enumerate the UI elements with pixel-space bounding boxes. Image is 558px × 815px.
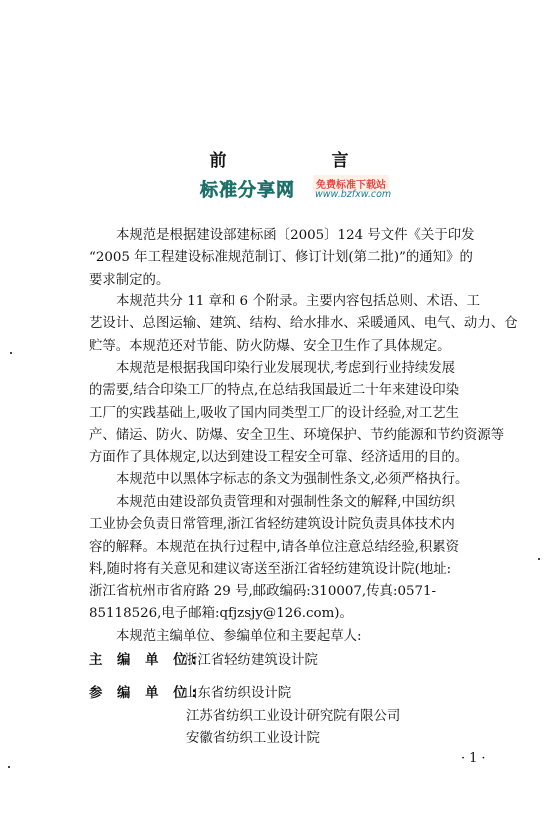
paragraph-line: 本规范中以黑体字标志的条文为强制性条文,必须严格执行。 bbox=[116, 472, 469, 487]
scan-speck bbox=[10, 352, 12, 354]
scan-speck bbox=[538, 558, 540, 560]
co-unit-value: 安徽省纺织工业设计院 bbox=[186, 731, 320, 746]
paragraph-management bbox=[89, 492, 500, 626]
paragraph-background bbox=[89, 358, 505, 469]
paragraph-line: 的需要,结合印染工厂的特点,在总结我国最近二十年来建设印染 bbox=[89, 383, 460, 399]
paragraph-line: 本规范是根据建设部建标函〔2005〕124 号文件《关于印发 bbox=[116, 228, 475, 243]
paragraph-line: 本规范由建设部负责管理和对强制性条文的解释,中国纺织 bbox=[116, 495, 456, 510]
co-unit-value: 江苏省纺织工业设计研究院有限公司 bbox=[186, 709, 401, 724]
watermark-side-top: 免费标准下载站 bbox=[313, 175, 389, 192]
watermark-main-text: 标准分享网 bbox=[200, 180, 295, 201]
paragraph-line: 容的解释。本规范在执行过程中,请各单位注意总结经验,积累资 bbox=[89, 539, 460, 555]
co-unit-row bbox=[89, 683, 291, 705]
page-title: 前 言 bbox=[209, 151, 393, 171]
chief-unit-label: 主 编 单 位: bbox=[89, 653, 202, 668]
paragraph-line: 工业协会负责日常管理,浙江省轻纺建筑设计院负责具体技术内 bbox=[89, 517, 455, 533]
paragraph-line: “2005 年工程建设标准规范制订、修订计划(第二批)”的通知》的 bbox=[89, 250, 473, 266]
paragraph-line: 工厂的实践基础上,吸收了国内同类型工厂的设计经验,对工艺生 bbox=[89, 405, 460, 421]
paragraph-line: 艺设计、总图运输、建筑、结构、给水排水、采暖通风、电气、动力、仓 bbox=[89, 316, 518, 332]
paragraph-line: 方面作了具体规定,以达到建设工程安全可靠、经济适用的目的。 bbox=[89, 450, 469, 466]
paragraph-line: 本规范是根据我国印染行业发展现状,考虑到行业持续发展 bbox=[116, 361, 456, 376]
paragraph-line: 贮等。本规范还对节能、防火防爆、安全卫生作了具体规定。 bbox=[89, 338, 451, 354]
paragraph-line: 本规范主编单位、参编单位和主要起草人: bbox=[116, 629, 362, 644]
co-unit-label: 参 编 单 位: bbox=[89, 686, 202, 701]
watermark-side bbox=[311, 175, 409, 201]
paragraph-line: 料,随时将有关意见和建议寄送至浙江省轻纺建筑设计院(地址: bbox=[89, 561, 452, 577]
paragraph-line: 浙江省杭州市省府路 29 号,邮政编码:310007,传真:0571- bbox=[89, 584, 437, 600]
chief-unit-row bbox=[89, 650, 318, 672]
watermark-logo bbox=[198, 175, 410, 201]
paragraph-mandatory bbox=[89, 469, 500, 491]
chief-unit-value: 浙江省轻纺建筑设计院 bbox=[184, 653, 318, 668]
paragraph-contents bbox=[89, 291, 518, 358]
watermark-main bbox=[198, 176, 306, 200]
paragraph-line: 本规范共分 11 章和 6 个附录。主要内容包括总则、术语、工 bbox=[116, 294, 480, 309]
paragraph-basis bbox=[89, 225, 500, 292]
scan-speck bbox=[8, 766, 10, 768]
paragraph-line: 要求制定的。 bbox=[89, 272, 170, 288]
paragraph-drafters-intro bbox=[89, 626, 500, 648]
paragraph-line: 产、储运、防火、防爆、安全卫生、环境保护、节约能源和节约资源等 bbox=[89, 427, 505, 443]
page-number: ·1· bbox=[461, 751, 490, 766]
co-unit-value: 山东省纺织设计院 bbox=[184, 686, 292, 701]
paragraph-line: 85118526,电子邮箱:qfjzsjy@126.com)。 bbox=[89, 606, 353, 622]
watermark-url: www.bzfxw.com bbox=[315, 189, 392, 200]
